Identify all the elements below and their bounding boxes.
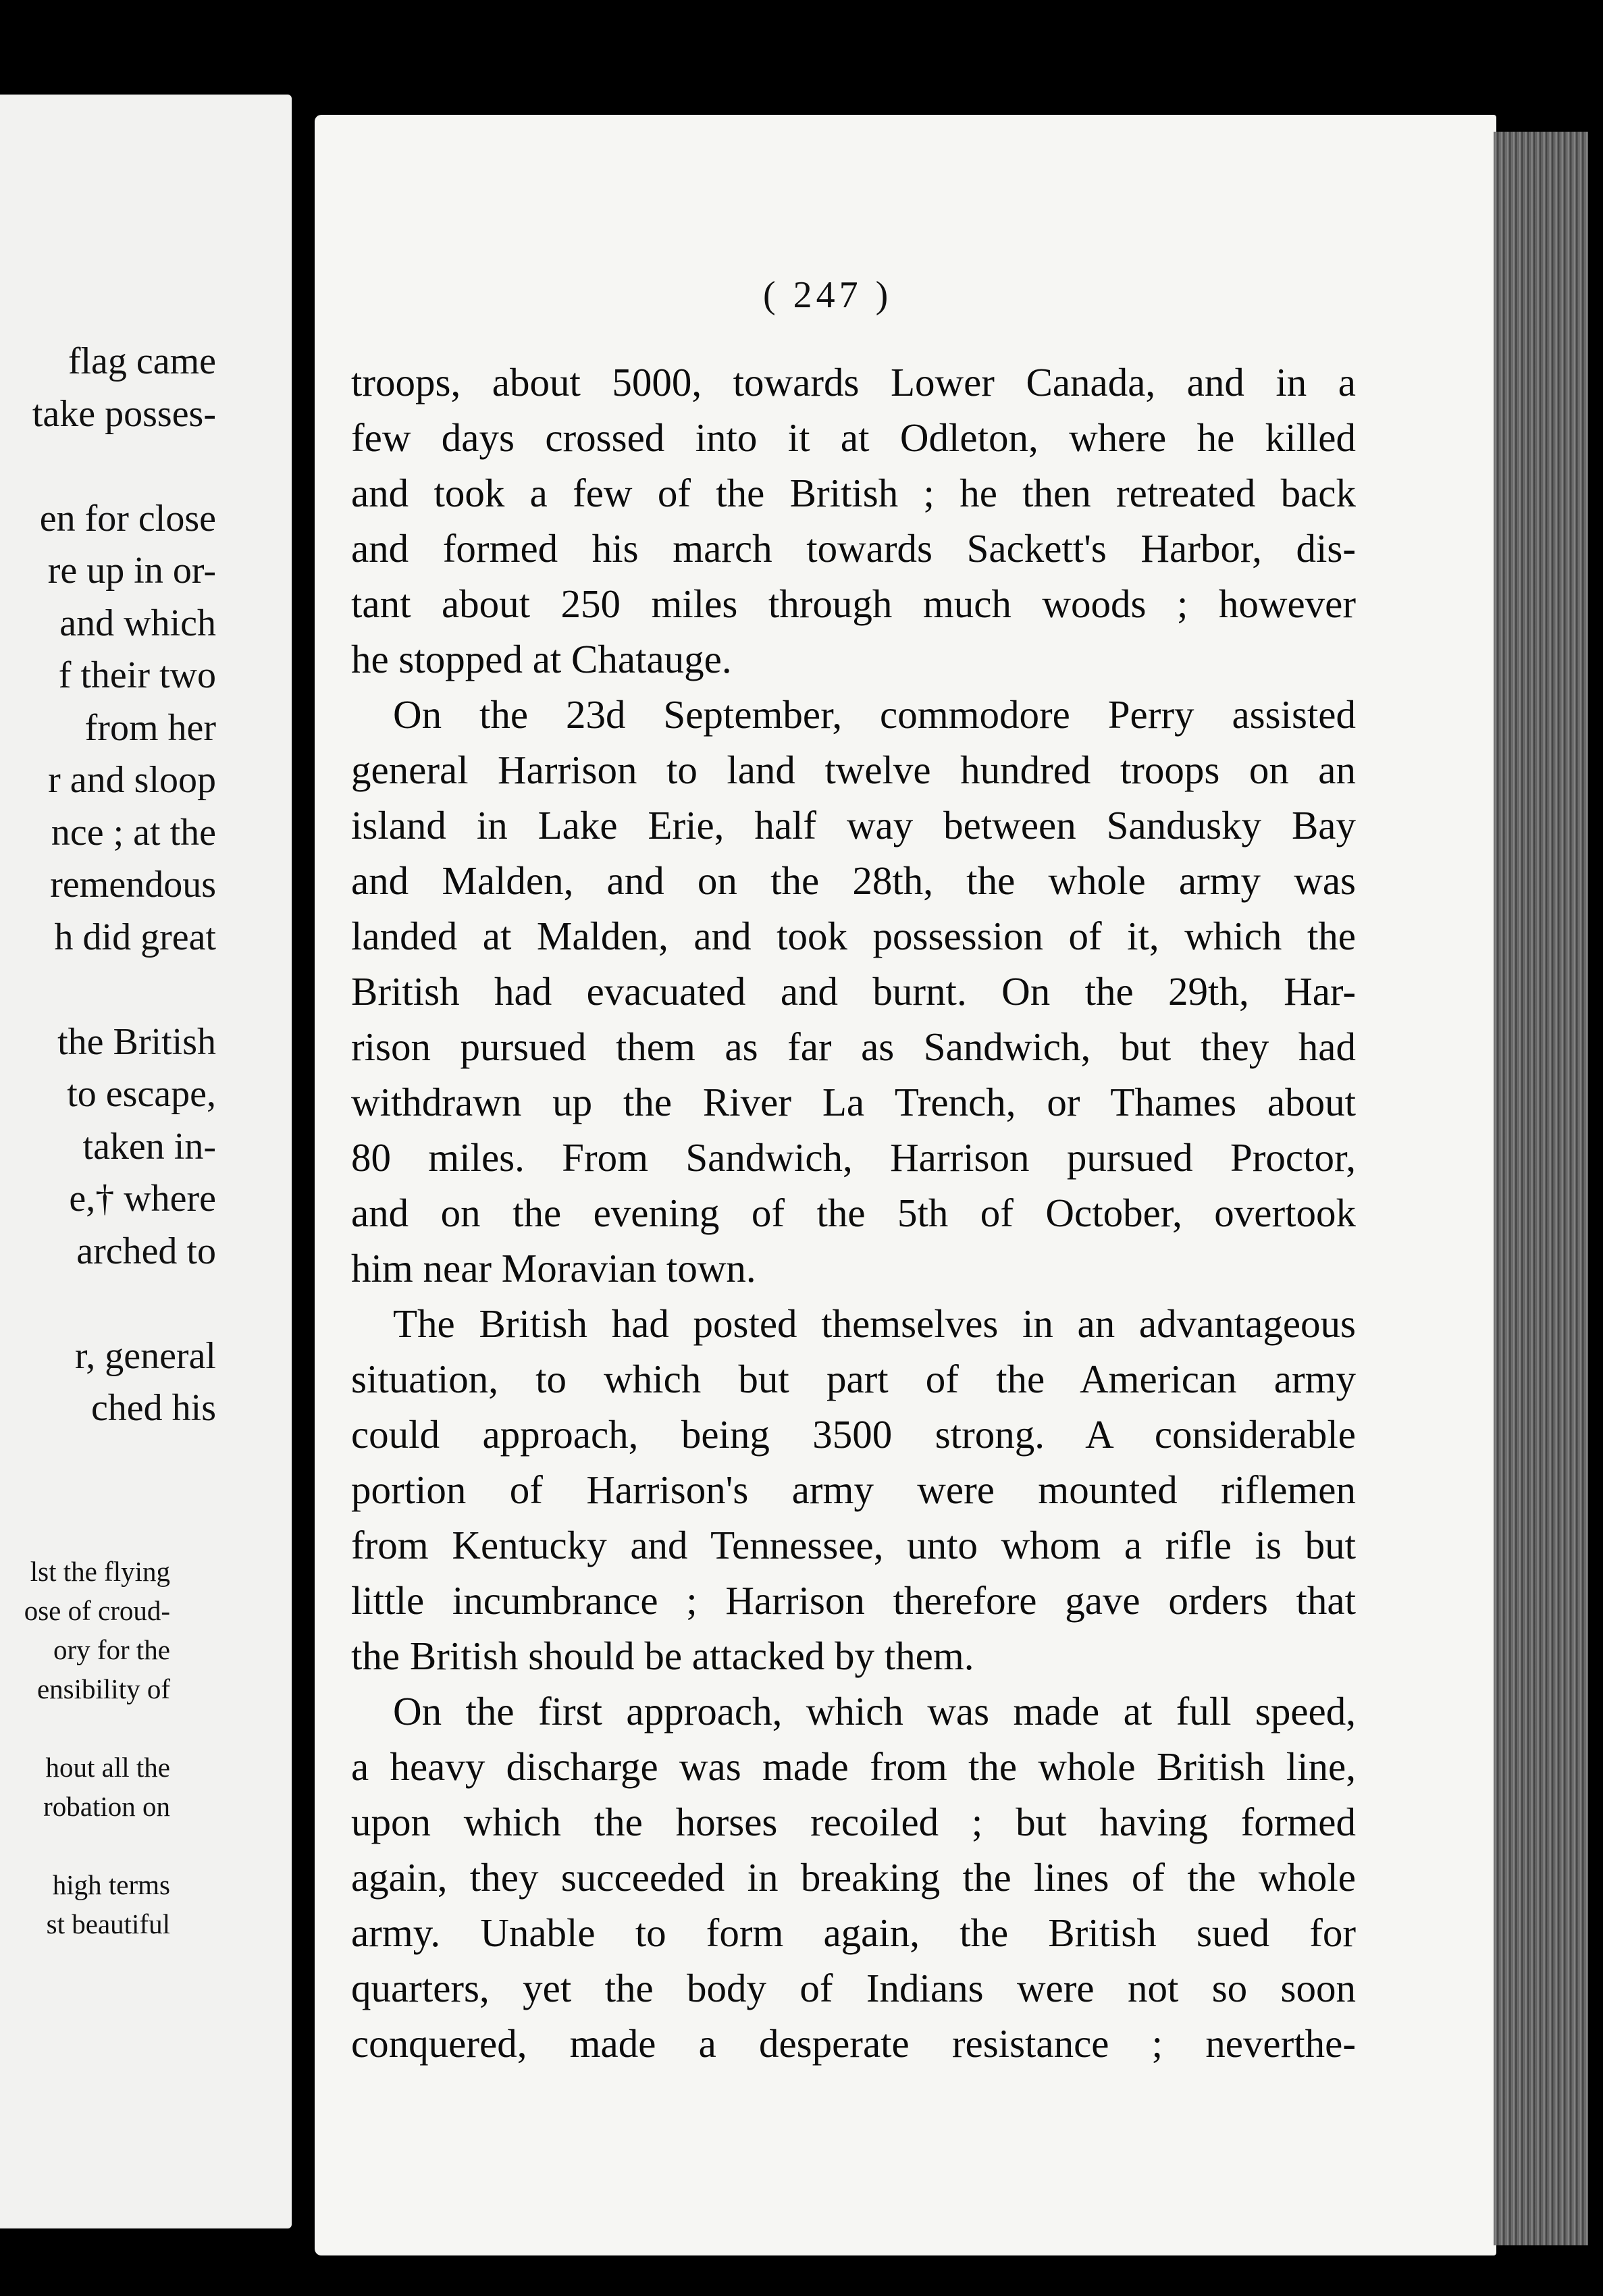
left-page-line: from her [84, 706, 216, 749]
paragraph [351, 1684, 1356, 2071]
text-line: On the first approach, which was made at full speed, [393, 1689, 1356, 1733]
text-line: he stopped at Chatauge. [351, 637, 732, 681]
page-edges [1494, 132, 1588, 2245]
left-page-footnote-line: st beautiful [46, 1908, 170, 1939]
text-line: few days crossed into it at Odleton, where he killed [351, 415, 1356, 460]
text-line: and Malden, and on the 28th, the whole army was [351, 858, 1356, 903]
text-line: upon which the horses recoiled ; but having formed [351, 1800, 1356, 1844]
text-line: and took a few of the British ; he then retreated back [351, 471, 1356, 515]
left-page-line: the British [57, 1020, 216, 1063]
text-line: 80 miles. From Sandwich, Harrison pursued Proctor, [351, 1135, 1356, 1180]
left-page-footnote-line: ensibility of [36, 1673, 170, 1704]
left-page-line: take posses- [32, 392, 216, 435]
left-page-line: arched to [76, 1230, 216, 1272]
left-page-footnote-line: robation on [43, 1791, 170, 1822]
text-line: conquered, made a desperate resistance ; neverthe- [351, 2021, 1356, 2066]
left-page-line: en for close [39, 497, 216, 540]
paragraph [351, 1296, 1356, 1684]
text-line: rison pursued them as far as Sandwich, but they had [351, 1024, 1356, 1069]
text-line: withdrawn up the River La Trench, or Thames about [351, 1080, 1356, 1124]
text-line: portion of Harrison's army were mounted riflemen [351, 1467, 1356, 1512]
text-line: could approach, being 3500 strong. A considerable [351, 1412, 1356, 1457]
text-line: again, they succeeded in breaking the lines of the whole [351, 1855, 1356, 1900]
text-line: British had evacuated and burnt. On the 29th, Har- [351, 969, 1356, 1014]
text-line: him near Moravian town. [351, 1246, 756, 1290]
left-page-line: r, general [74, 1334, 216, 1377]
text-line: and formed his march towards Sackett's Harbor, dis- [351, 526, 1356, 571]
left-page-line: remendous [50, 864, 216, 906]
left-page-line: nce ; at the [51, 811, 216, 854]
left-page-line: flag came [68, 340, 216, 382]
left-page-line: f their two [58, 654, 216, 696]
paragraph [351, 687, 1356, 1296]
page-body-text [351, 355, 1356, 2071]
left-page-footnote-line: high terms [52, 1869, 170, 1900]
left-page-footnote-line: ose of croud- [24, 1595, 170, 1626]
text-line: troops, about 5000, towards Lower Canada, and in a [351, 360, 1356, 405]
text-line: The British had posted themselves in an advantageous [393, 1301, 1356, 1346]
text-line: general Harrison to land twelve hundred troops on an [351, 748, 1356, 792]
text-line: little incumbrance ; Harrison therefore gave orders that [351, 1578, 1356, 1623]
left-page-footnote-line: lst the flying [30, 1556, 170, 1587]
text-line: landed at Malden, and took possession of it, which the [351, 914, 1356, 958]
left-page-line: re up in or- [47, 550, 216, 592]
left-page-footnote-line: ory for the [53, 1634, 170, 1665]
left-page-fragment [0, 95, 292, 2228]
text-line: On the 23d September, commodore Perry assisted [393, 692, 1356, 737]
left-page-line: to escape, [67, 1073, 216, 1115]
left-page-line: and which [59, 602, 216, 644]
left-page-line: r and sloop [48, 759, 216, 801]
text-line: from Kentucky and Tennessee, unto whom a rifle is but [351, 1523, 1356, 1567]
text-line: a heavy discharge was made from the whole British line, [351, 1744, 1356, 1789]
text-line: quarters, yet the body of Indians were not so soon [351, 1966, 1356, 2010]
left-page-footnote-line: hout all the [45, 1752, 170, 1783]
left-page-line: h did great [54, 916, 216, 958]
left-page-line: taken in- [82, 1125, 216, 1168]
text-line: army. Unable to form again, the British sued for [351, 1910, 1356, 1955]
paragraph [351, 355, 1356, 687]
text-line: and on the evening of the 5th of October, overtook [351, 1191, 1356, 1235]
page-number: ( 247 ) [763, 274, 893, 316]
text-line: the British should be attacked by them. [351, 1634, 974, 1678]
left-page-line: e,† where [69, 1178, 216, 1220]
text-line: tant about 250 miles through much woods ; however [351, 581, 1356, 626]
text-line: island in Lake Erie, half way between Sandusky Bay [351, 803, 1356, 847]
text-line: situation, to which but part of the American army [351, 1357, 1356, 1401]
left-page-line: ched his [90, 1387, 216, 1429]
